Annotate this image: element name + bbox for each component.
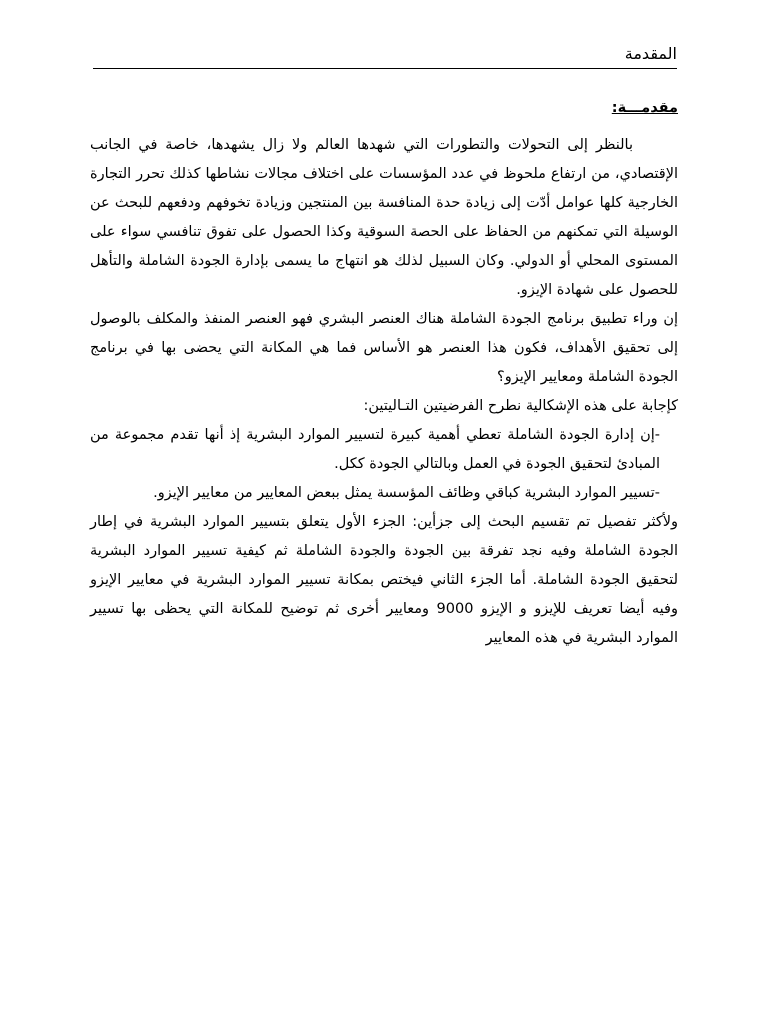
- intro-paragraph: بالنظر إلى التحولات والتطورات التي شهدها العالم ولا زال يشهدها، خاصة في الجانب الإقتصادي، من ارتفاع ملحوظ في عدد المؤسسات على اختلاف مجالات نشاطها كذلك تحرر التجارة الخارجية كلها عوامل أدّت إلى زيادة حدة المنافسة بين المنتجين وزيادة تخوفهم ودفعهم للبحث عن الوسيلة التي تمكنهم من الحفاظ على الحصة السوقية وكذا الحصول على تفوق تنافسي سواء على المستوى المحلي أو الدولي. وكان السبيل لذلك هو انتهاج ما يسمى بإدارة الجودة الشاملة والتأهل للحصول على شهادة الإيزو.: [90, 137, 678, 298]
- section-title: مقدمـــة:: [611, 100, 678, 116]
- hypothesis-item: -تسيير الموارد البشرية كباقي وظائف المؤسسة يمثل ببعض المعايير من معايير الإيزو.: [153, 485, 660, 501]
- page-header-title: المقدمة: [624, 44, 677, 63]
- problem-paragraph: إن وراء تطبيق برنامج الجودة الشاملة هناك العنصر البشري فهو العنصر المنفذ والمكلف بالوصول إلى تحقيق الأهداف، فكون هذا العنصر هو الأساس فما هي المكانة التي يحضى بها في برنامج الجودة الشاملة ومعايير الإيزو؟: [90, 311, 678, 385]
- document-body: [90, 95, 678, 653]
- hypothesis-item: -إن إدارة الجودة الشاملة تعطي أهمية كبيرة لتسيير الموارد البشرية إذ أنها تقدم مجموعة من المبادئ لتحقيق الجودة في العمل وبالتالي الجودة ككل.: [90, 427, 660, 472]
- hypotheses-intro: كإجابة على هذه الإشكالية نطرح الفرضيتين التـاليتين:: [363, 398, 678, 414]
- header-divider: [93, 68, 677, 69]
- plan-paragraph: ولأكثر تفصيل تم تقسيم البحث إلى جزأين: الجزء الأول يتعلق بتسيير الموارد البشرية في إطار الجودة الشاملة وفيه نجد تفرقة بين الجودة والجودة الشاملة ثم كيفية تسيير الموارد البشرية لتحقيق الجودة الشاملة. أما الجزء الثاني فيختص بمكانة تسيير الموارد البشرية في معايير الإيزو وفيه أيضا تعريف للإيزو و الإيزو 9000 ومعايير أخرى ثم توضيح للمكانة التي يحظى بها تسيير الموارد البشرية في هذه المعايير: [90, 514, 678, 646]
